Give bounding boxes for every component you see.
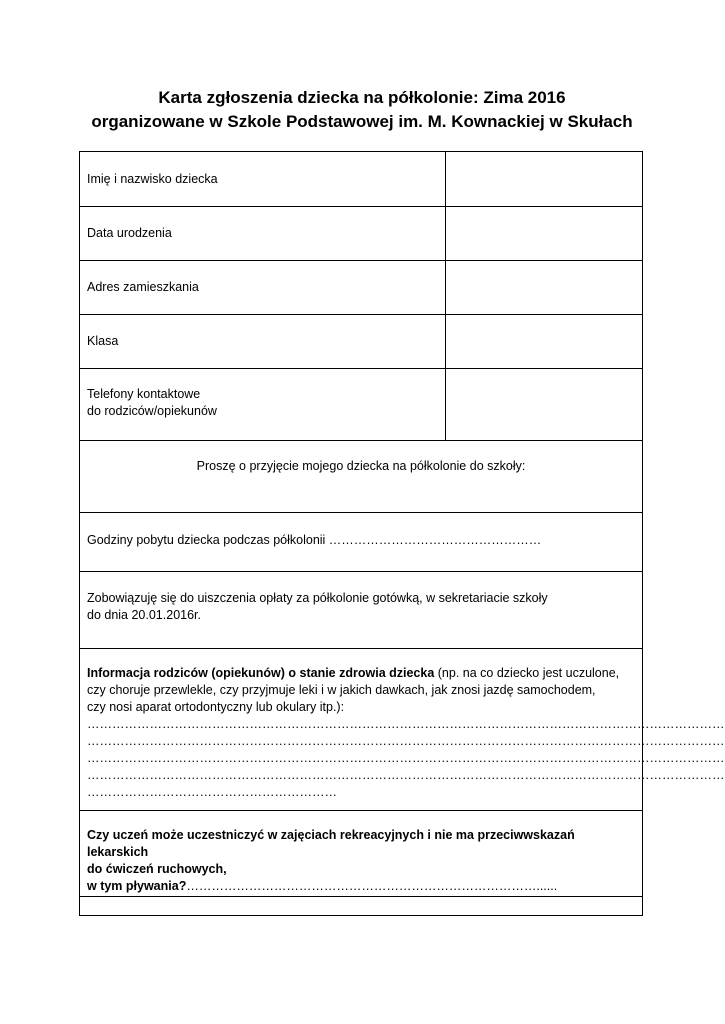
phones-label — [80, 369, 446, 440]
row-birth-date — [80, 207, 642, 261]
health-line-1 — [87, 665, 635, 682]
form-title — [0, 86, 724, 134]
health-dots-line-3[interactable]: ……………………………………………………………………………………………………………………………………… — [87, 751, 725, 765]
health-heading: Informacja rodziców (opiekunów) o stanie zdrowia dziecka — [87, 666, 435, 680]
class-field[interactable] — [446, 315, 642, 368]
health-line-2: czy choruje przewlekle, czy przyjmuje leki i w jakich dawkach, jak znosi jazdę samochodem, — [87, 683, 596, 697]
title-line-2: organizowane w Szkole Podstawowej im. M. Kownackiej w Skułach — [91, 112, 633, 131]
row-phones — [80, 369, 642, 441]
health-text — [87, 665, 725, 801]
birth-date-label-text: Data urodzenia — [87, 226, 172, 240]
request-text: Proszę o przyjęcie mojego dziecka na półkolonie do szkoły: — [196, 459, 526, 473]
health-dots-line-4[interactable]: ……………………………………………………………………………………………………………………………………… — [87, 768, 725, 782]
child-name-label — [80, 152, 446, 206]
address-label — [80, 261, 446, 314]
address-label-text: Adres zamieszkania — [87, 280, 199, 294]
birth-date-field[interactable] — [446, 207, 642, 260]
phones-label-line-1: Telefony kontaktowe — [87, 387, 201, 401]
registration-form-table — [79, 151, 725, 916]
row-hours — [80, 513, 642, 572]
sport-question: w tym pływania? — [87, 879, 187, 893]
row-empty — [80, 897, 642, 915]
child-name-label-text: Imię i nazwisko dziecka — [87, 171, 218, 186]
health-dots-line-5[interactable]: …………………………………………………… — [87, 785, 337, 799]
sport-line-2: do ćwiczeń ruchowych, — [87, 862, 227, 876]
payment-line-2: do dnia 20.01.2016r. — [87, 608, 201, 622]
row-class — [80, 315, 642, 369]
sport-text — [87, 827, 635, 895]
sport-line-3 — [87, 878, 635, 895]
hours-text: Godziny pobytu dziecka podczas półkolonii …………………………………………… — [87, 533, 542, 547]
class-label-text: Klasa — [87, 334, 119, 348]
phones-label-line-2: do rodziców/opiekunów — [87, 404, 217, 418]
phones-field[interactable] — [446, 369, 642, 440]
health-dots-line-1[interactable]: ……………………………………………………………………………………………………………………………………… — [87, 717, 725, 731]
row-payment — [80, 572, 642, 649]
payment-line-1: Zobowiązuję się do uiszczenia opłaty za półkolonie gotówką, w sekretariacie szkoły — [87, 591, 548, 605]
row-child-name — [80, 152, 642, 207]
birth-date-label — [80, 207, 446, 260]
row-health — [80, 649, 725, 811]
sport-line-1: Czy uczeń może uczestniczyć w zajęciach rekreacyjnych i nie ma przeciwwskazań lekarskich — [87, 828, 575, 859]
health-dots-line-2[interactable]: ……………………………………………………………………………………………………………………………………… — [87, 734, 725, 748]
row-request — [80, 441, 642, 513]
health-line-1-rest: (np. na co dziecko jest uczulone, — [434, 666, 620, 680]
payment-text — [87, 590, 635, 624]
child-name-field[interactable] — [446, 152, 642, 206]
class-label — [80, 315, 446, 368]
address-field[interactable] — [446, 261, 642, 314]
sport-answer-dots[interactable]: …………………………………………………………………………...... — [186, 879, 558, 893]
title-line-1: Karta zgłoszenia dziecka na półkolonie: Zima 2016 — [158, 88, 566, 107]
health-line-3: czy nosi aparat ortodontyczny lub okulary itp.): — [87, 700, 345, 714]
row-address — [80, 261, 642, 315]
row-sport — [80, 811, 642, 897]
